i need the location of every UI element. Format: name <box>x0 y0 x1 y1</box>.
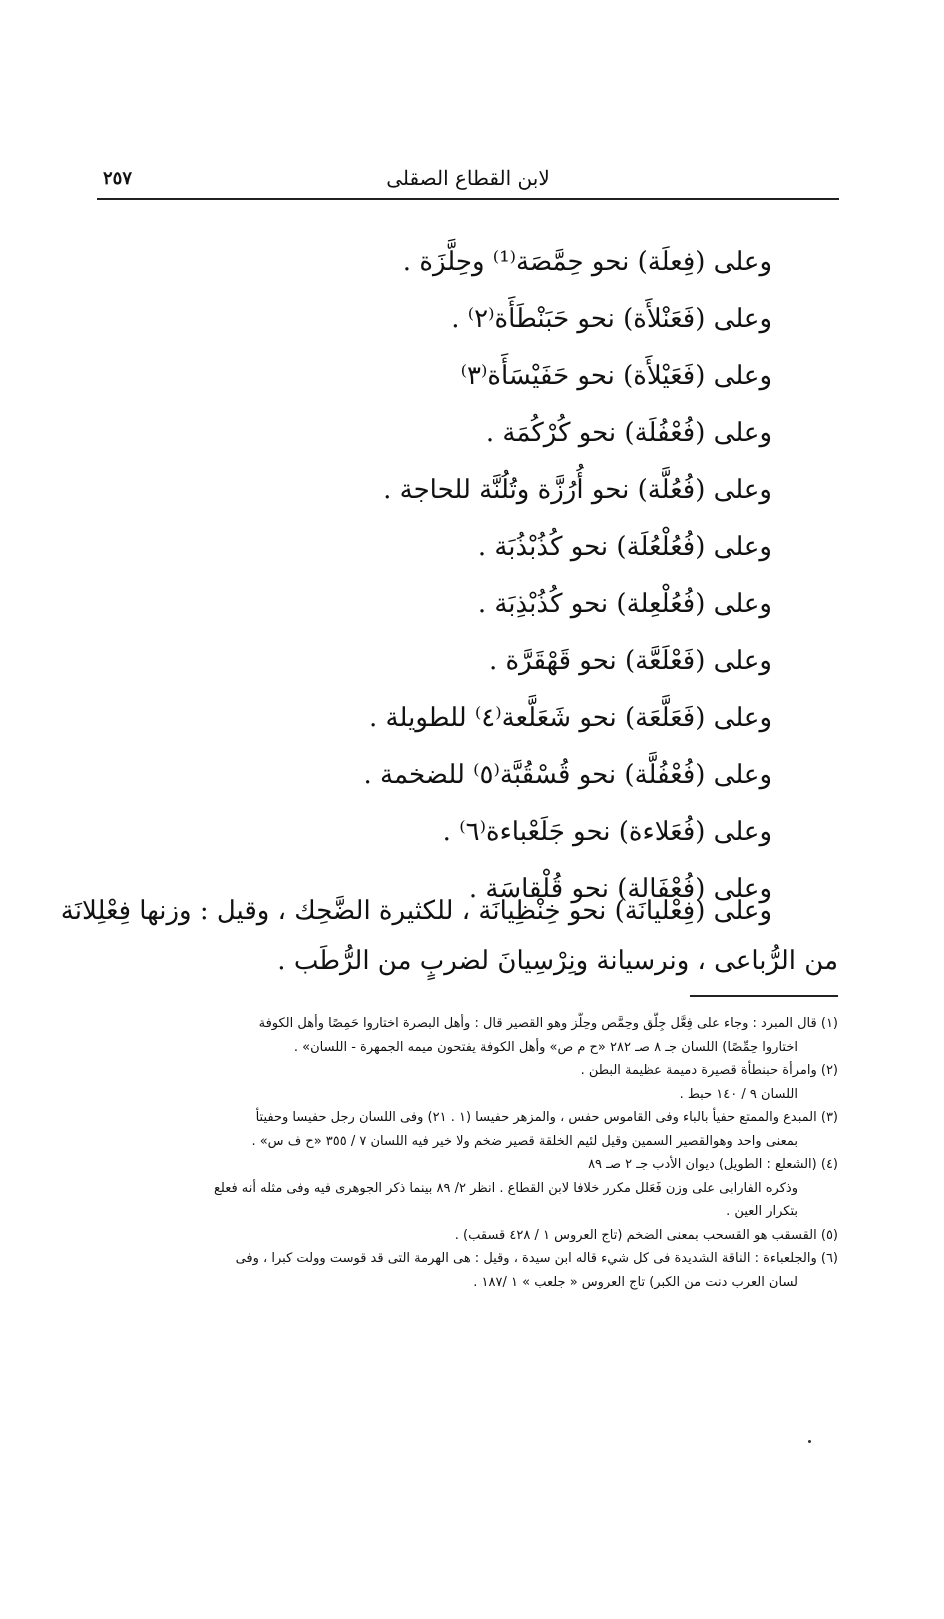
footnote-line: (١) قال المبرد : وجاء على فِعَّل جِلَّق وحِمَّص وحِلَّز وهو القصير قال : وأهل البصرة اختاروا حَمِصًا وأهل الكوفة <box>258 1016 838 1031</box>
footnote-line: (٣) المبدع والممتع حفيأ بالباء وفى القاموس حفس ، والمزهر حفيسا (١ . ٢١) وفى اللسان رجل حفيسا وحفيتأ <box>255 1110 838 1125</box>
page-header <box>97 160 839 200</box>
footnote-line: (٥) القسقب هو القسحب بمعنى الضخم (تاج العروس ١ / ٤٢٨ قسقب) . <box>454 1227 838 1243</box>
running-title: لابن القطاع الصقلى <box>386 166 550 190</box>
footnote-6 <box>100 1247 838 1294</box>
footnotes <box>100 1012 838 1294</box>
footnote-line: (٢) وامرأة حبنطأة قصيرة دميمة عظيمة البطن . <box>580 1063 838 1078</box>
footnote-line: (٤) (الشعلع : الطويل) ديوان الأدب جـ ٢ صـ ٨٩ <box>588 1157 838 1172</box>
footnote-4 <box>100 1153 838 1224</box>
footnote-2 <box>100 1059 838 1106</box>
verse-line: وعلى (فُعْفُلَة) نحو كُرْكُمَة . <box>485 418 772 448</box>
footnote-5 <box>100 1224 838 1248</box>
footnote-separator <box>690 995 838 997</box>
verse-line: وعلى (فُعْفَالة) نحو قُلْقاسَة . <box>468 874 772 904</box>
paragraph-line-1: وعلى (فِعْليانَة) نحو خِنْظِيانَة ، للكثيرة الضَّحِك ، وقيل : وزنها فِعْلِلانَة <box>60 896 772 926</box>
verse-line: وعلى (فُعُلْعُلَة) نحو كُذُبْذُبَة . <box>477 532 772 562</box>
footnote-line: وذكره الفارابى على وزن فَعَلل مكرر خلافا لابن القطاع . انظر ٢/ ٨٩ بينما ذكر الجوهرى فيه وفى مثله أنه فعلع <box>213 1180 798 1196</box>
verse-line: وعلى (فَعَيْلأَة) نحو حَفَيْسَأَة⁽٣⁾ <box>460 361 772 391</box>
verse-line: وعلى (فُعُلَّة) نحو أُرُزَّة وتُلُنَّة للحاجة . <box>383 475 772 505</box>
verse-line: وعلى (فُعْفُلَّة) نحو قُسْقُبَّة⁽٥⁾ للضخمة . <box>363 760 772 790</box>
verse-list <box>100 242 772 926</box>
verse-line: وعلى (فُعَلاءة) نحو جَلَعْباءة⁽٦⁾ . <box>442 817 772 847</box>
verse-line: وعلى (فَعَلَّعَة) نحو شَعَلَّعة⁽٤⁾ للطويلة . <box>369 703 772 733</box>
footnote-line: (٦) والجلعباءة : الناقة الشديدة فى كل شيء قاله ابن سيدة ، وقيل : هى الهرمة التى قد قوست وولت كبرا ، وفى <box>235 1251 838 1266</box>
verse-line: وعلى (فَعْلَعَّة) نحو قَهْقَرَّة . <box>488 646 772 676</box>
footnote-1 <box>100 1012 838 1059</box>
body-paragraph <box>60 886 838 986</box>
footnote-line: بمعنى واحد وهوالقصير السمين وقيل لئيم الخلقة قصير ضخم ولا خير فيه اللسان ٧ / ٣٥٥ «ح ف س» . <box>251 1133 798 1149</box>
footnote-line: لسان العرب دنت من الكبر) تاج العروس « جلعب » ١ /١٨٧ . <box>473 1274 798 1290</box>
footnote-3 <box>100 1106 838 1153</box>
verse-line: وعلى (فِعلَة) نحو حِمَّصَة⁽¹⁾ وحِلَّزَة . <box>402 247 772 277</box>
footnote-line: اختاروا حِمِّصًا) اللسان جـ ٨ صـ ٢٨٢ «ح م ص» وأهل الكوفة يفتحون ميمه الجمهرة - اللسان» . <box>293 1039 798 1055</box>
footnote-line: بتكرار العين . <box>726 1204 798 1219</box>
footnote-line: اللسان ٩ / ١٤٠ حبط . <box>679 1086 798 1102</box>
stray-mark <box>808 1440 811 1443</box>
verse-line: وعلى (فَعَنْلأَة) نحو حَبَنْطَأَة⁽٢⁾ . <box>451 304 772 334</box>
verse-line: وعلى (فُعُلْعِلة) نحو كُذُبْذِبَة . <box>477 589 772 619</box>
paragraph-line-2: من الرُّباعى ، ونرسيانة ونِرْسِيانَ لضربٍ من الرُّطَب . <box>277 946 838 976</box>
page-number: ٢٥٧ <box>103 168 133 189</box>
